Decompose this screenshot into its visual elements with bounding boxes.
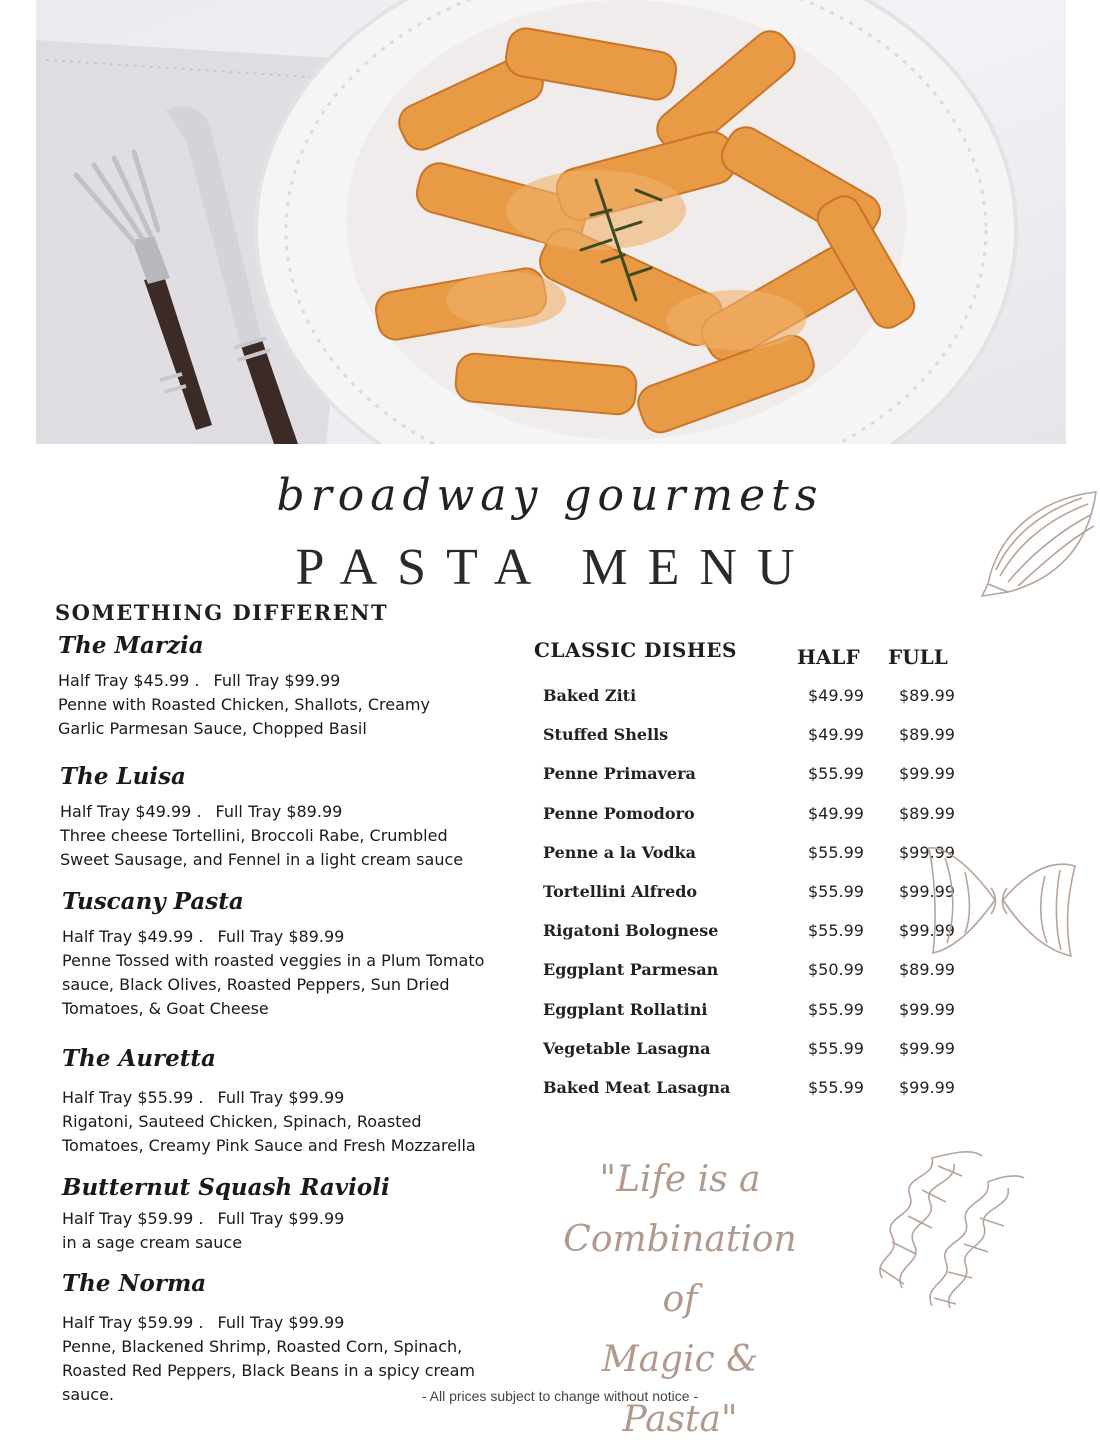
dish-name: Tuscany Pasta bbox=[62, 888, 244, 915]
hero-photo bbox=[36, 0, 1066, 444]
list-item bbox=[543, 686, 963, 725]
half-price: $49.99 bbox=[808, 803, 864, 823]
full-price: $99.99 bbox=[899, 881, 955, 901]
quote-line: Magic & Pasta" bbox=[601, 1339, 759, 1440]
classic-dish-name: Penne a la Vodka bbox=[543, 842, 697, 862]
half-tray-price: Half Tray $45.99 . bbox=[58, 671, 200, 690]
dish-name: The Marzia bbox=[58, 632, 204, 659]
half-price: $55.99 bbox=[808, 842, 864, 862]
dish-norma bbox=[62, 1270, 532, 1407]
half-column-header: HALF bbox=[797, 645, 860, 669]
classic-dish-name: Eggplant Parmesan bbox=[543, 960, 719, 980]
menu-title: PASTA MENU bbox=[295, 539, 815, 596]
price-disclaimer: - All prices subject to change without notice - bbox=[421, 1388, 699, 1404]
dish-price bbox=[62, 1311, 532, 1335]
full-tray-price: Full Tray $99.99 bbox=[213, 671, 341, 690]
half-price: $50.99 bbox=[808, 960, 864, 980]
dish-price bbox=[60, 800, 530, 824]
dish-name: Butternut Squash Ravioli bbox=[62, 1174, 390, 1201]
half-price: $55.99 bbox=[808, 921, 864, 941]
pasta-bowl-image bbox=[256, 0, 1016, 444]
brand-script: broadway gourmets bbox=[276, 470, 824, 521]
dish-name: The Luisa bbox=[60, 763, 186, 790]
dish-price bbox=[62, 1086, 532, 1110]
quote-line: Combination of bbox=[563, 1219, 797, 1320]
dish-name: The Auretta bbox=[62, 1045, 216, 1072]
classic-dish-name: Eggplant Rollatini bbox=[543, 999, 708, 1019]
dish-auretta bbox=[62, 1045, 532, 1158]
full-tray-price: Full Tray $89.99 bbox=[217, 927, 345, 946]
half-tray-price: Half Tray $59.99 . bbox=[62, 1313, 204, 1332]
full-price: $99.99 bbox=[899, 1038, 955, 1058]
dish-price bbox=[58, 669, 528, 693]
half-price: $55.99 bbox=[808, 1038, 864, 1058]
list-item bbox=[543, 843, 963, 882]
list-item bbox=[543, 1078, 963, 1117]
dish-description: Rigatoni, Sauteed Chicken, Spinach, Roasted Tomatoes, Creamy Pink Sauce and Fresh Mozzarella bbox=[62, 1112, 476, 1155]
dish-description: in a sage cream sauce bbox=[62, 1233, 243, 1252]
dish-tuscany-pasta bbox=[62, 888, 532, 1021]
full-tray-price: Full Tray $99.99 bbox=[217, 1313, 345, 1332]
half-price: $55.99 bbox=[808, 999, 864, 1019]
dish-description: Penne, Blackened Shrimp, Roasted Corn, Spinach, Roasted Red Peppers, Black Beans in a spicy cream sauce. bbox=[62, 1337, 476, 1404]
dish-description: Penne with Roasted Chicken, Shallots, Creamy Garlic Parmesan Sauce, Chopped Basil bbox=[58, 695, 430, 738]
dish-price bbox=[62, 925, 532, 949]
rotini-pasta-sketch-icon bbox=[862, 1138, 1030, 1310]
full-price: $99.99 bbox=[899, 1077, 955, 1097]
full-price: $89.99 bbox=[899, 725, 955, 745]
classic-dish-name: Penne Pomodoro bbox=[543, 803, 695, 823]
list-item bbox=[543, 1000, 963, 1039]
half-price: $49.99 bbox=[808, 686, 864, 705]
list-item bbox=[543, 725, 963, 764]
half-tray-price: Half Tray $49.99 . bbox=[62, 927, 204, 946]
list-item bbox=[543, 804, 963, 843]
farfalle-pasta-sketch-icon bbox=[925, 838, 1080, 963]
classic-dish-name: Rigatoni Bolognese bbox=[543, 921, 719, 941]
half-tray-price: Half Tray $49.99 . bbox=[60, 802, 202, 821]
list-item bbox=[543, 1039, 963, 1078]
classic-dishes-heading: CLASSIC DISHES bbox=[534, 638, 737, 662]
full-price: $89.99 bbox=[899, 960, 955, 980]
dish-description: Penne Tossed with roasted veggies in a Plum Tomato sauce, Black Olives, Roasted Peppers, Sun Dried Tomatoes, & Goat Cheese bbox=[62, 951, 485, 1018]
classic-dish-name: Penne Primavera bbox=[543, 764, 696, 784]
dish-marzia bbox=[58, 632, 528, 741]
classic-dish-name: Stuffed Shells bbox=[543, 725, 669, 745]
full-tray-price: Full Tray $99.99 bbox=[217, 1088, 345, 1107]
list-item bbox=[543, 960, 963, 999]
list-item bbox=[543, 921, 963, 960]
full-price: $99.99 bbox=[899, 999, 955, 1019]
dish-price bbox=[62, 1207, 532, 1231]
half-price: $55.99 bbox=[808, 881, 864, 901]
classic-dish-name: Baked Meat Lasagna bbox=[543, 1077, 731, 1097]
full-price: $89.99 bbox=[899, 803, 955, 823]
full-tray-price: Full Tray $89.99 bbox=[215, 802, 343, 821]
full-column-header: FULL bbox=[888, 645, 948, 669]
shell-pasta-sketch-icon bbox=[978, 484, 1100, 600]
something-different-heading: SOMETHING DIFFERENT bbox=[55, 600, 389, 625]
half-price: $49.99 bbox=[808, 725, 864, 745]
full-price: $99.99 bbox=[899, 842, 955, 862]
dish-luisa bbox=[60, 763, 530, 872]
quote bbox=[545, 1150, 815, 1450]
full-price: $99.99 bbox=[899, 764, 955, 784]
full-price: $89.99 bbox=[899, 686, 955, 705]
dish-description: Three cheese Tortellini, Broccoli Rabe, Crumbled Sweet Sausage, and Fennel in a light cream sauce bbox=[60, 826, 464, 869]
half-tray-price: Half Tray $59.99 . bbox=[62, 1209, 204, 1228]
classic-dish-name: Baked Ziti bbox=[543, 686, 637, 705]
list-item bbox=[543, 882, 963, 921]
half-price: $55.99 bbox=[808, 1077, 864, 1097]
list-item bbox=[543, 764, 963, 803]
classic-dish-name: Tortellini Alfredo bbox=[543, 881, 698, 901]
half-tray-price: Half Tray $55.99 . bbox=[62, 1088, 204, 1107]
quote-line: "Life is a bbox=[599, 1159, 761, 1200]
full-tray-price: Full Tray $99.99 bbox=[217, 1209, 345, 1228]
full-price: $99.99 bbox=[899, 921, 955, 941]
classic-dishes-list bbox=[543, 686, 963, 1117]
dish-butternut-squash-ravioli bbox=[62, 1174, 532, 1255]
dish-name: The Norma bbox=[62, 1270, 207, 1297]
classic-dish-name: Vegetable Lasagna bbox=[543, 1038, 711, 1058]
half-price: $55.99 bbox=[808, 764, 864, 784]
